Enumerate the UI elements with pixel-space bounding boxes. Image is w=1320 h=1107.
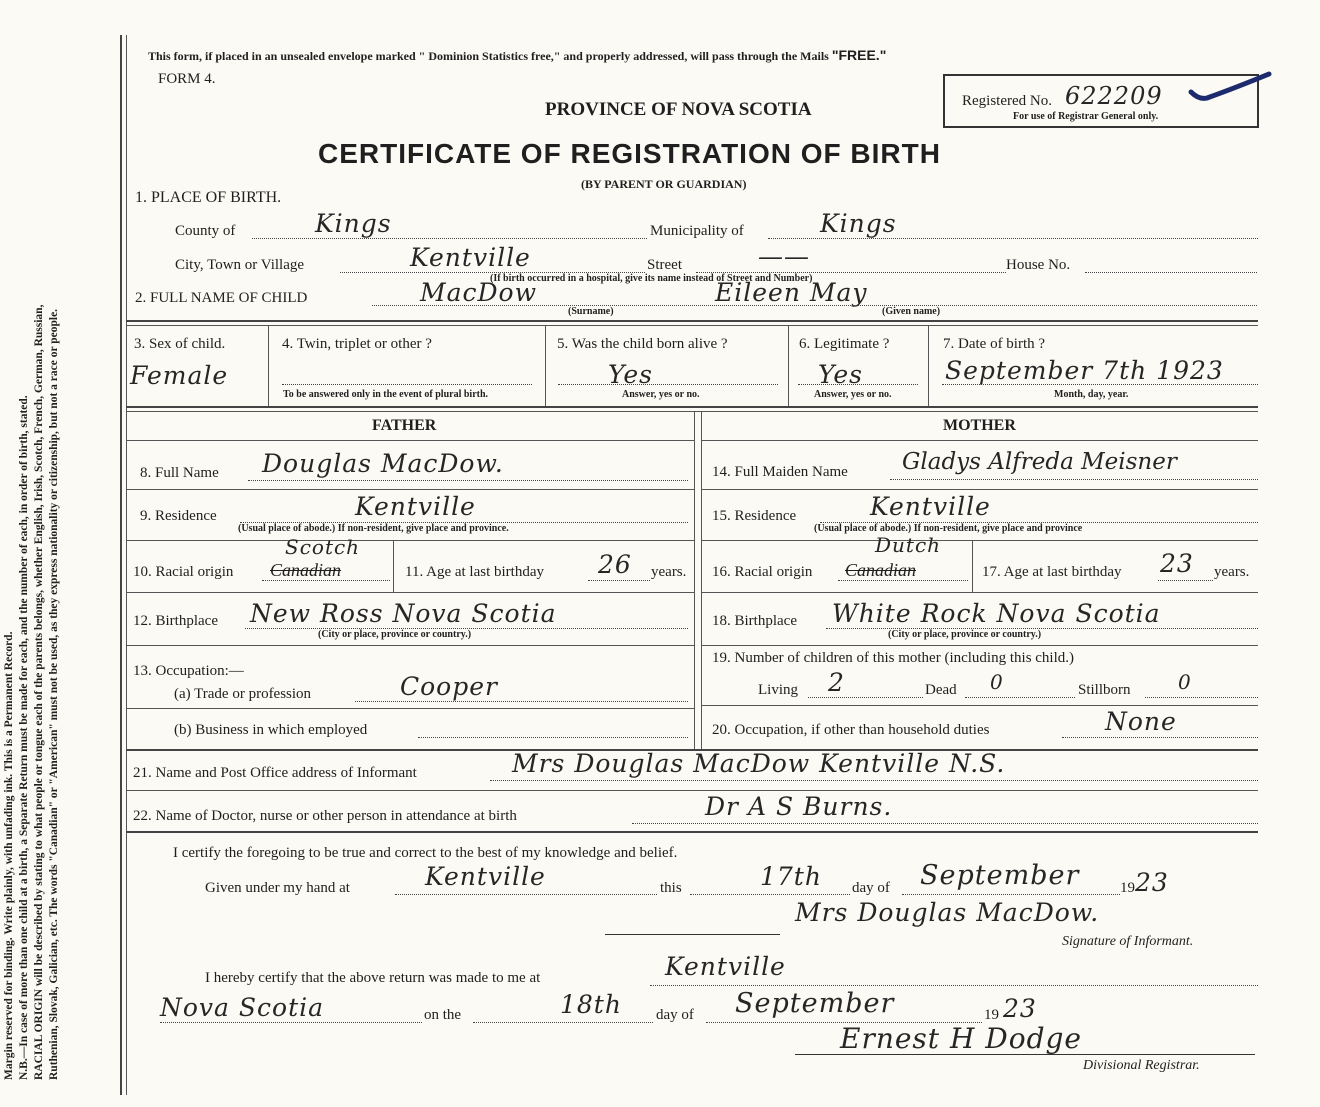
child-name-line	[372, 305, 1257, 306]
stillborn-label: Stillborn	[1078, 682, 1131, 698]
dead-line	[965, 697, 1075, 698]
informant-value: Mrs Douglas MacDow Kentville N.S.	[512, 749, 1006, 778]
rule	[701, 411, 702, 749]
margin-line-2: N.B.—In case of more than one child at a birth, a Separate Return must be made for each, and the number of each, in order of birth, stated.	[18, 395, 30, 1080]
registrar-statement: I hereby certify that the above return was made to me at	[205, 970, 541, 986]
living-value: 2	[828, 668, 845, 697]
certify-day: 17th	[760, 862, 822, 891]
business-line	[418, 737, 688, 738]
certify-year-prefix: 19	[1120, 880, 1135, 896]
margin-instructions	[2, 20, 62, 1080]
city-value: Kentville	[410, 243, 531, 272]
certify-day-line	[690, 894, 850, 895]
certify-dayof-label: day of	[852, 880, 890, 896]
hospital-note: (If birth occurred in a hospital, give its name instead of Street and Number)	[490, 273, 813, 284]
trade-label: (a) Trade or profession	[174, 686, 312, 702]
margin-line-1: Margin reserved for binding. Write plainly, with unfading ink. This is a Permanent Record.	[3, 631, 15, 1080]
trade-line	[355, 701, 688, 702]
margin-line-4: Ruthenian, Slovak, Galician, etc. The words "Canadian" or "American" must not be used, as they express nationality or citizenship, but not a race or people.	[48, 308, 60, 1080]
mother-occupation-label: 20. Occupation, if other than household duties	[712, 722, 990, 738]
rule	[701, 540, 1258, 541]
doctor-value: Dr A S Burns.	[705, 792, 893, 821]
living-line	[808, 697, 923, 698]
father-years-label: years.	[651, 564, 687, 580]
given-name-note: (Given name)	[882, 306, 941, 317]
dead-label: Dead	[925, 682, 957, 698]
informant-signature-label: Signature of Informant.	[1062, 934, 1194, 949]
registrar-place: Kentville	[665, 952, 786, 981]
trade-value: Cooper	[400, 672, 498, 701]
legitimate-line	[798, 384, 918, 385]
rule	[972, 540, 973, 592]
mother-race-line	[838, 580, 968, 581]
legitimate-label: 6. Legitimate ?	[799, 336, 890, 352]
father-name-label: 8. Full Name	[140, 465, 219, 481]
rule	[928, 326, 929, 406]
stillborn-value: 0	[1178, 670, 1192, 694]
rule	[268, 326, 269, 406]
rule	[701, 489, 1258, 490]
father-residence-label: 9. Residence	[140, 508, 217, 524]
mother-birthplace-note: (City or place, province or country.)	[888, 629, 1042, 640]
registrar-signature: Ernest H Dodge	[840, 1022, 1082, 1055]
province-heading: PROVINCE OF NOVA SCOTIA	[545, 99, 812, 120]
rule	[788, 326, 789, 406]
rule	[795, 1054, 1255, 1055]
margin-border-inner	[126, 35, 127, 1095]
registrar-year: 23	[1003, 994, 1037, 1023]
mother-heading: MOTHER	[943, 417, 1016, 434]
business-label: (b) Business in which employed	[174, 722, 368, 738]
child-name-label: 2. FULL NAME OF CHILD	[135, 290, 308, 306]
mother-age-label: 17. Age at last birthday	[982, 564, 1122, 580]
form-number: FORM 4.	[158, 71, 216, 87]
rule	[126, 540, 694, 541]
mother-occupation-value: None	[1105, 707, 1177, 736]
checkmark-icon	[1185, 66, 1275, 106]
dob-note: Month, day, year.	[1054, 389, 1129, 400]
registrar-day-line	[473, 1022, 653, 1023]
registered-label: Registered No.	[962, 93, 1052, 109]
rule	[126, 411, 1258, 412]
dob-line	[942, 384, 1258, 385]
doctor-label: 22. Name of Doctor, nurse or other person in attendance at birth	[133, 808, 517, 824]
mother-age-value: 23	[1160, 549, 1194, 578]
page-title: CERTIFICATE OF REGISTRATION OF BIRTH	[318, 138, 941, 169]
mother-residence-note: (Usual place of abode.) If non-resident, give place and province	[814, 523, 1083, 534]
father-heading: FATHER	[372, 417, 437, 434]
father-race-line	[262, 580, 390, 581]
registrar-title: Divisional Registrar.	[1083, 1058, 1200, 1073]
certify-statement: I certify the foregoing to be true and correct to the best of my knowledge and belief.	[173, 845, 678, 861]
father-age-line	[588, 580, 650, 581]
margin-border	[120, 35, 122, 1095]
registrar-year-prefix: 19	[984, 1007, 999, 1023]
county-line	[252, 238, 647, 239]
street-label: Street	[647, 257, 682, 273]
father-residence-note: (Usual place of abode.) If non-resident, give place and province.	[238, 523, 509, 534]
rule	[701, 592, 1258, 593]
certify-year: 23	[1135, 868, 1169, 897]
mother-race-label: 16. Racial origin	[712, 564, 813, 580]
father-birthplace-value: New Ross Nova Scotia	[250, 599, 557, 628]
registered-number: 622209	[1065, 82, 1163, 110]
county-label: County of	[175, 223, 236, 239]
rule	[126, 831, 1258, 833]
certify-month-line	[902, 894, 1120, 895]
mother-years-label: years.	[1214, 564, 1250, 580]
rule	[126, 645, 694, 646]
rule	[126, 489, 694, 490]
municipality-value: Kings	[820, 209, 897, 238]
legitimate-value: Yes	[818, 360, 863, 389]
living-label: Living	[758, 682, 798, 698]
mother-race-struck: Canadian	[845, 560, 917, 580]
mother-birthplace-label: 18. Birthplace	[712, 613, 797, 629]
house-label: House No.	[1006, 257, 1071, 273]
mother-occupation-line	[1062, 737, 1258, 738]
house-line	[1085, 272, 1257, 273]
alive-label: 5. Was the child born alive ?	[557, 336, 728, 352]
father-name-line	[248, 480, 688, 481]
registrar-dayof-label: day of	[656, 1007, 694, 1023]
rule	[126, 592, 694, 593]
registrar-note: For use of Registrar General only.	[1013, 111, 1159, 122]
alive-value: Yes	[608, 360, 653, 389]
registrar-month: September	[735, 988, 895, 1019]
father-age-label: 11. Age at last birthday	[405, 564, 544, 580]
informant-line	[490, 780, 1258, 781]
registrar-province-line	[160, 1022, 422, 1023]
informant-signature: Mrs Douglas MacDow.	[795, 898, 1100, 927]
dob-label: 7. Date of birth ?	[943, 336, 1046, 352]
registrar-day: 18th	[560, 990, 622, 1019]
mother-name-value: Gladys Alfreda Meisner	[902, 449, 1177, 475]
rule	[126, 325, 1258, 326]
dead-value: 0	[990, 670, 1004, 694]
mail-notice: This form, if placed in an unsealed envelope marked " Dominion Statistics free," and properly addressed, will pass through the Mails "FREE."	[148, 47, 887, 63]
given-label: Given under my hand at	[205, 880, 350, 896]
father-age-value: 26	[598, 550, 632, 579]
margin-line-3: RACIAL ORIGIN will be described by stating to what people or tongue each of the parents belongs, whether English, Irish, Scotch, French, German, Russian,	[33, 304, 45, 1080]
this-label: this	[660, 880, 682, 896]
mother-name-label: 14. Full Maiden Name	[712, 464, 848, 480]
father-birthplace-note: (City or place, province or country.)	[318, 629, 472, 640]
father-birthplace-label: 12. Birthplace	[133, 613, 218, 629]
place-heading: 1. PLACE OF BIRTH.	[135, 189, 282, 206]
rule	[605, 934, 780, 935]
dob-value: September 7th 1923	[945, 356, 1224, 385]
rule	[701, 440, 1258, 441]
registrar-province: Nova Scotia	[160, 993, 325, 1022]
rule	[126, 440, 694, 441]
city-label: City, Town or Village	[175, 257, 305, 273]
rule	[393, 540, 394, 592]
county-value: Kings	[315, 209, 392, 238]
occupation-label: 13. Occupation:—	[133, 663, 244, 679]
child-surname: MacDow	[420, 278, 537, 307]
surname-note: (Surname)	[568, 306, 614, 317]
rule	[701, 705, 1258, 706]
page-subtitle: (BY PARENT OR GUARDIAN)	[581, 177, 747, 191]
certify-place: Kentville	[425, 862, 546, 891]
mother-age-line	[1158, 580, 1213, 581]
sex-label: 3. Sex of child.	[134, 336, 226, 352]
children-label: 19. Number of children of this mother (including this child.)	[712, 650, 1075, 666]
informant-label: 21. Name and Post Office address of Informant	[133, 765, 417, 781]
twin-note: To be answered only in the event of plural birth.	[283, 389, 489, 400]
father-race-label: 10. Racial origin	[133, 564, 234, 580]
doctor-line	[632, 823, 1258, 824]
registrar-onthe-label: on the	[424, 1007, 462, 1023]
alive-line	[558, 384, 778, 385]
street-value: ——	[758, 242, 810, 271]
municipality-label: Municipality of	[650, 223, 744, 239]
mother-residence-label: 15. Residence	[712, 508, 797, 524]
father-residence-value: Kentville	[355, 492, 476, 521]
rule	[126, 320, 1258, 322]
sex-value: Female	[130, 361, 229, 390]
mother-race-value: Dutch	[875, 533, 942, 557]
legitimate-note: Answer, yes or no.	[814, 389, 892, 400]
rule	[701, 645, 1258, 646]
child-given-name: Eileen May	[715, 278, 868, 307]
rule	[694, 411, 695, 749]
rule	[126, 790, 1258, 791]
stillborn-line	[1145, 697, 1258, 698]
twin-line	[282, 384, 532, 385]
mother-birthplace-value: White Rock Nova Scotia	[832, 599, 1161, 628]
alive-note: Answer, yes or no.	[622, 389, 700, 400]
rule	[126, 406, 1258, 408]
mother-name-line	[890, 479, 1258, 480]
father-race-value: Scotch	[285, 535, 361, 559]
rule	[126, 708, 694, 709]
mother-residence-value: Kentville	[870, 492, 991, 521]
certify-place-line	[395, 894, 657, 895]
registrar-place-line	[650, 985, 1258, 986]
certify-month: September	[920, 860, 1080, 891]
rule	[545, 326, 546, 406]
father-race-struck: Canadian	[270, 560, 342, 580]
father-name-value: Douglas MacDow.	[262, 449, 504, 478]
twin-label: 4. Twin, triplet or other ?	[282, 336, 432, 352]
municipality-line	[768, 238, 1258, 239]
